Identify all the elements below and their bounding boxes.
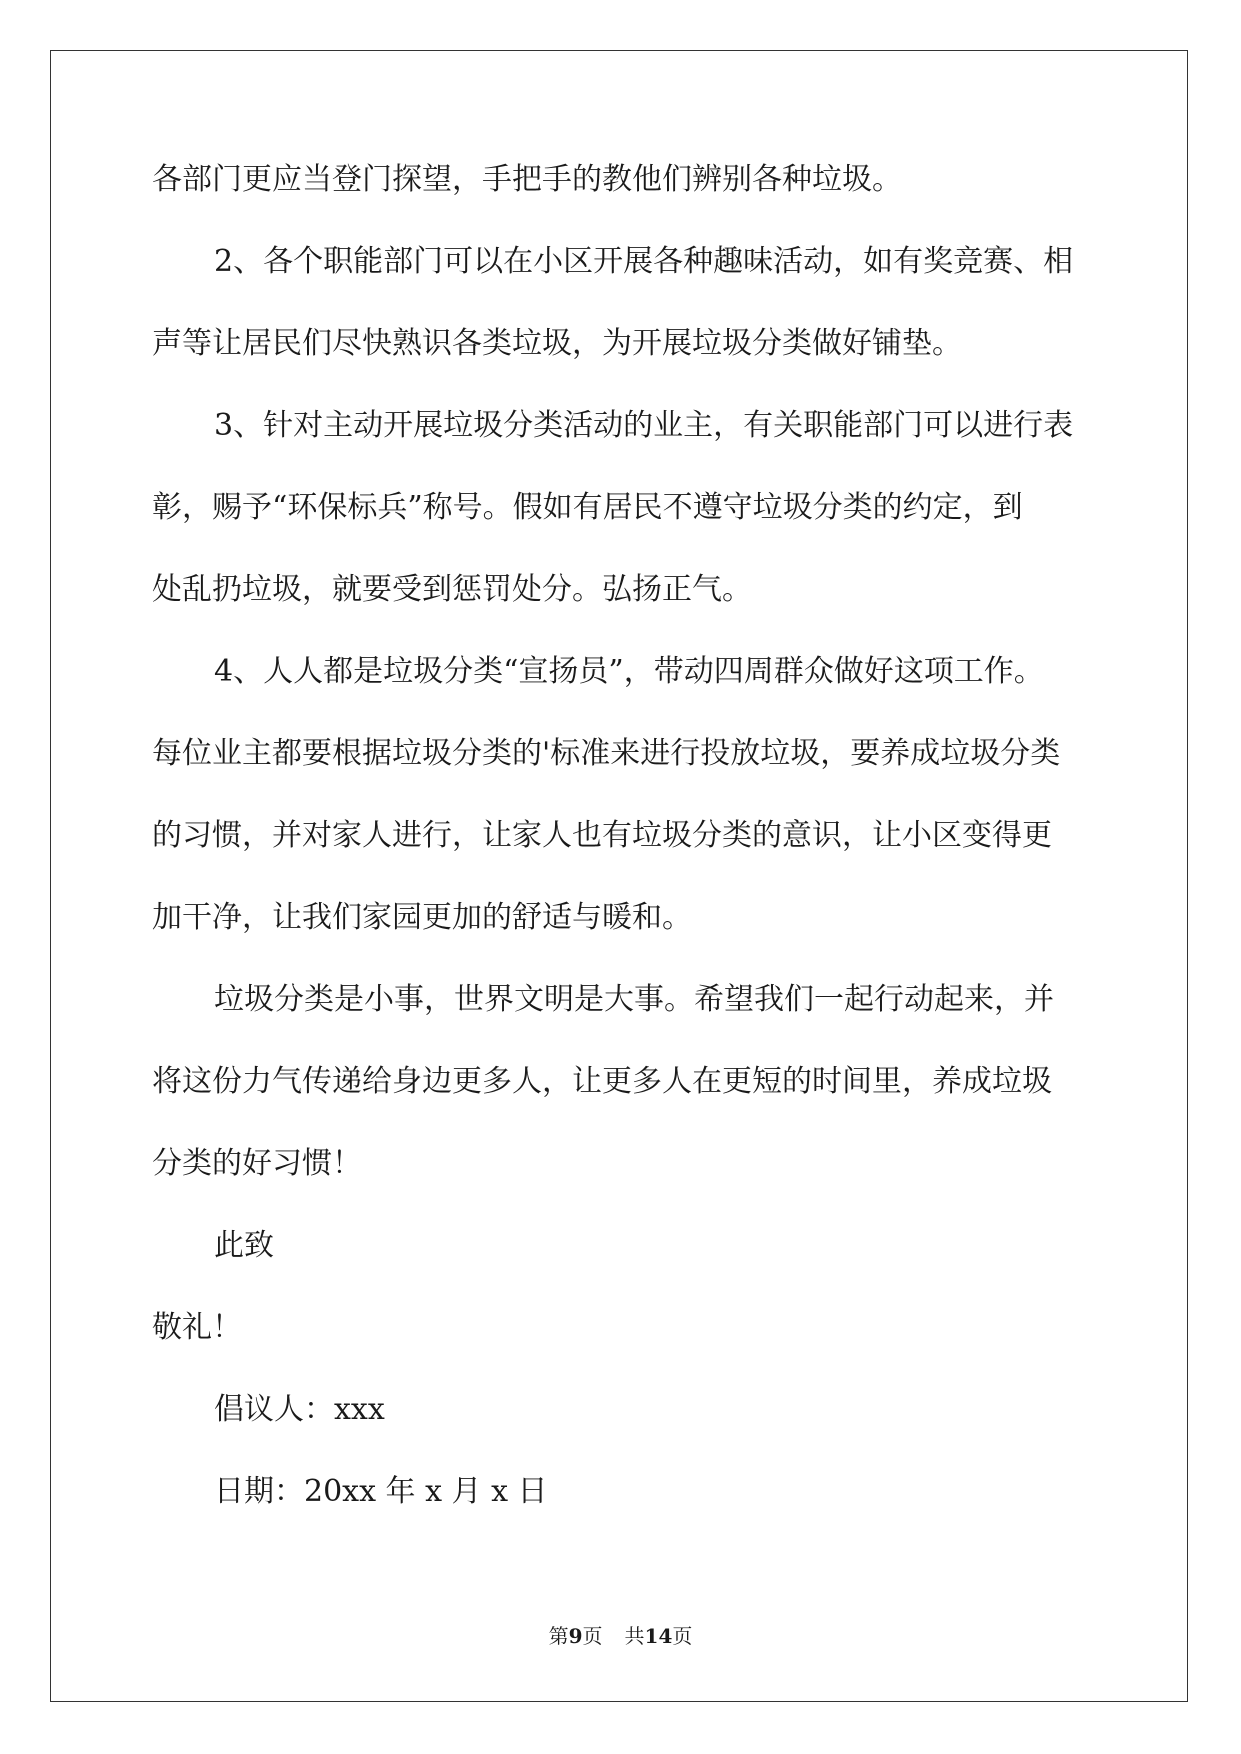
text-line-8: 每位业主都要根据垃圾分类的'标准来进行投放垃圾，要养成垃圾分类 (152, 736, 1061, 771)
document-body (152, 162, 1087, 1556)
closing-regards: 敬礼！ (152, 1310, 242, 1345)
footer-total-prefix: 共 (624, 1624, 645, 1648)
text-line-4: 3、针对主动开展垃圾分类活动的业主，有关职能部门可以进行表 (214, 408, 1074, 443)
footer-page-suffix: 页 (582, 1624, 603, 1648)
current-page-number: 9 (568, 1624, 583, 1648)
signatory: 倡议人：xxx (214, 1392, 385, 1427)
text-line-11: 垃圾分类是小事，世界文明是大事。希望我们一起行动起来，并 (214, 982, 1054, 1017)
text-line-13: 分类的好习惯！ (152, 1146, 362, 1181)
text-line-3: 声等让居民们尽快熟识各类垃圾，为开展垃圾分类做好铺垫。 (152, 326, 962, 361)
page-number-footer (0, 1624, 1241, 1648)
text-line-1: 各部门更应当登门探望，手把手的教他们辨别各种垃圾。 (152, 162, 902, 197)
text-line-5: 彰，赐予“环保标兵”称号。假如有居民不遵守垃圾分类的约定，到 (152, 490, 1023, 525)
total-page-count: 14 (644, 1624, 673, 1648)
text-line-9: 的习惯，并对家人进行，让家人也有垃圾分类的意识，让小区变得更 (152, 818, 1052, 853)
text-line-12: 将这份力气传递给身边更多人，让更多人在更短的时间里，养成垃圾 (152, 1064, 1052, 1099)
footer-prefix: 第 (548, 1624, 569, 1648)
text-line-10: 加干净，让我们家园更加的舒适与暖和。 (152, 900, 692, 935)
text-line-6: 处乱扔垃圾，就要受到惩罚处分。弘扬正气。 (152, 572, 752, 607)
text-line-7: 4、人人都是垃圾分类“宣扬员”，带动四周群众做好这项工作。 (214, 654, 1044, 689)
date-line: 日期：20xx 年 x 月 x 日 (214, 1474, 548, 1509)
text-line-2: 2、各个职能部门可以在小区开展各种趣味活动，如有奖竞赛、相 (214, 244, 1074, 279)
closing-salutation: 此致 (214, 1228, 274, 1263)
footer-total-suffix: 页 (672, 1624, 693, 1648)
